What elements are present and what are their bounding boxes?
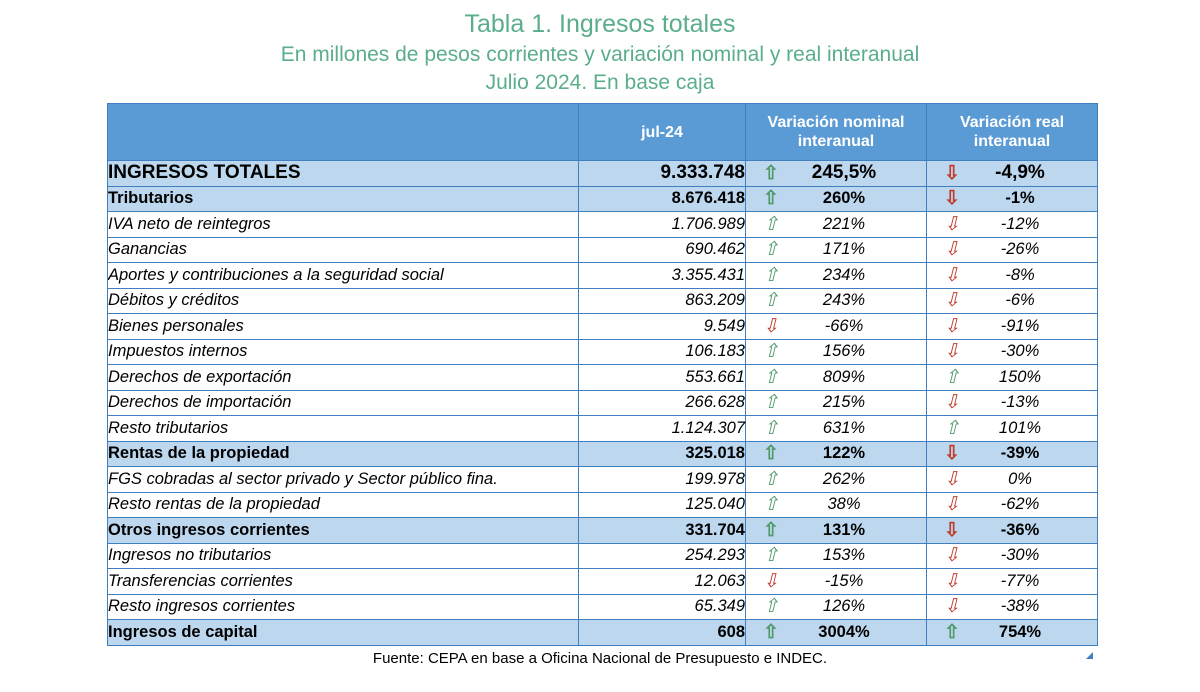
row-real-variation — [927, 186, 1098, 212]
arrow-down-icon: ⇩ — [944, 519, 960, 541]
row-real-variation — [927, 288, 1098, 314]
arrow-up-icon: ⇧ — [944, 621, 960, 643]
row-value: 325.018 — [579, 441, 746, 467]
table-row — [108, 543, 1098, 569]
arrow-up-icon: ⇧ — [763, 417, 779, 439]
table-row — [108, 594, 1098, 620]
row-real-value: -39% — [1000, 444, 1040, 463]
row-real-value: 150% — [998, 367, 1042, 386]
table-row — [108, 441, 1098, 467]
row-real-variation — [927, 212, 1098, 238]
row-label: INGRESOS TOTALES — [108, 161, 579, 187]
row-nominal-value: 215% — [822, 393, 866, 412]
row-real-variation — [927, 339, 1098, 365]
row-label: Resto rentas de la propiedad — [108, 492, 579, 518]
row-nominal-variation — [746, 620, 927, 646]
row-real-variation — [927, 314, 1098, 340]
row-real-variation — [927, 416, 1098, 442]
arrow-down-icon: ⇩ — [763, 570, 779, 592]
row-nominal-value: -66% — [824, 316, 864, 335]
row-real-value: 101% — [998, 418, 1042, 437]
arrow-down-icon: ⇩ — [944, 545, 960, 567]
table-row — [108, 161, 1098, 187]
row-real-value: 754% — [998, 622, 1042, 641]
arrow-down-icon: ⇩ — [944, 162, 960, 184]
row-real-variation — [927, 237, 1098, 263]
table-row — [108, 186, 1098, 212]
row-nominal-variation — [746, 314, 927, 340]
row-label: Impuestos internos — [108, 339, 579, 365]
arrow-down-icon: ⇩ — [944, 239, 960, 261]
row-label: Resto tributarios — [108, 416, 579, 442]
row-nominal-value: 122% — [822, 444, 866, 463]
arrow-down-icon: ⇩ — [944, 468, 960, 490]
arrow-down-icon: ⇩ — [763, 315, 779, 337]
arrow-up-icon: ⇧ — [763, 239, 779, 261]
page-subtitle-1: En millones de pesos corrientes y variación nominal y real interanual — [280, 43, 920, 66]
row-real-variation — [927, 543, 1098, 569]
row-value: 9.333.748 — [579, 161, 746, 187]
row-label: Transferencias corrientes — [108, 569, 579, 595]
table-row — [108, 569, 1098, 595]
row-real-value: -91% — [1000, 316, 1040, 335]
table-row — [108, 518, 1098, 544]
table-row — [108, 416, 1098, 442]
row-real-variation — [927, 492, 1098, 518]
table-row — [108, 492, 1098, 518]
row-nominal-variation — [746, 390, 927, 416]
row-label: Ingresos de capital — [108, 620, 579, 646]
row-nominal-value: 171% — [822, 240, 866, 259]
row-label: Tributarios — [108, 186, 579, 212]
row-nominal-value: 260% — [822, 189, 866, 208]
row-real-variation — [927, 569, 1098, 595]
row-value: 125.040 — [579, 492, 746, 518]
row-label: Derechos de importación — [108, 390, 579, 416]
arrow-up-icon: ⇧ — [944, 366, 960, 388]
table-row — [108, 288, 1098, 314]
row-value: 553.661 — [579, 365, 746, 391]
row-real-value: 0% — [1008, 469, 1032, 488]
row-label: Débitos y créditos — [108, 288, 579, 314]
row-real-value: -36% — [1000, 520, 1040, 539]
row-real-variation — [927, 441, 1098, 467]
table-row — [108, 390, 1098, 416]
arrow-up-icon: ⇧ — [763, 596, 779, 618]
row-label: IVA neto de reintegros — [108, 212, 579, 238]
row-real-value: -38% — [1000, 597, 1040, 616]
row-real-variation — [927, 518, 1098, 544]
column-header-real: Variación real interanual — [927, 104, 1098, 161]
row-nominal-value: 153% — [822, 546, 866, 565]
row-value: 199.978 — [579, 467, 746, 493]
row-nominal-variation — [746, 288, 927, 314]
arrow-up-icon: ⇧ — [763, 290, 779, 312]
row-nominal-value: 631% — [822, 418, 866, 437]
row-nominal-variation — [746, 237, 927, 263]
column-header-concept — [108, 104, 579, 161]
row-label: Rentas de la propiedad — [108, 441, 579, 467]
row-label: Ganancias — [108, 237, 579, 263]
arrow-down-icon: ⇩ — [944, 341, 960, 363]
arrow-up-icon: ⇧ — [763, 213, 779, 235]
table-row — [108, 365, 1098, 391]
table-header — [108, 104, 1098, 161]
row-nominal-variation — [746, 492, 927, 518]
row-nominal-variation — [746, 161, 927, 187]
row-nominal-variation — [746, 263, 927, 289]
row-value: 8.676.418 — [579, 186, 746, 212]
arrow-down-icon: ⇩ — [944, 213, 960, 235]
arrow-up-icon: ⇧ — [763, 392, 779, 414]
row-nominal-variation — [746, 365, 927, 391]
table-row — [108, 620, 1098, 646]
row-real-value: -1% — [1005, 189, 1035, 208]
arrow-down-icon: ⇩ — [944, 290, 960, 312]
row-value: 3.355.431 — [579, 263, 746, 289]
row-nominal-value: 3004% — [818, 622, 870, 641]
row-nominal-variation — [746, 467, 927, 493]
table-row — [108, 212, 1098, 238]
row-label: Otros ingresos corrientes — [108, 518, 579, 544]
row-nominal-variation — [746, 543, 927, 569]
row-real-value: -6% — [1005, 291, 1035, 310]
row-real-value: -77% — [1000, 571, 1040, 590]
row-label: Aportes y contribuciones a la seguridad social — [108, 263, 579, 289]
row-value: 12.063 — [579, 569, 746, 595]
arrow-down-icon: ⇩ — [944, 315, 960, 337]
row-real-value: -8% — [1005, 265, 1035, 284]
row-real-variation — [927, 594, 1098, 620]
row-nominal-value: 38% — [827, 495, 861, 514]
row-nominal-variation — [746, 416, 927, 442]
table-row — [108, 237, 1098, 263]
arrow-down-icon: ⇩ — [944, 443, 960, 465]
arrow-down-icon: ⇩ — [944, 494, 960, 516]
row-nominal-value: 243% — [822, 291, 866, 310]
row-real-variation — [927, 263, 1098, 289]
row-real-variation — [927, 365, 1098, 391]
row-nominal-value: 221% — [822, 214, 866, 233]
row-value: 65.349 — [579, 594, 746, 620]
table-row — [108, 339, 1098, 365]
row-label: Resto ingresos corrientes — [108, 594, 579, 620]
arrow-up-icon: ⇧ — [763, 468, 779, 490]
arrow-up-icon: ⇧ — [763, 162, 779, 184]
row-value: 9.549 — [579, 314, 746, 340]
row-label: Ingresos no tributarios — [108, 543, 579, 569]
row-real-variation — [927, 467, 1098, 493]
row-value: 331.704 — [579, 518, 746, 544]
arrow-up-icon: ⇧ — [763, 494, 779, 516]
row-nominal-value: 156% — [822, 342, 866, 361]
arrow-up-icon: ⇧ — [763, 621, 779, 643]
row-nominal-variation — [746, 186, 927, 212]
row-value: 608 — [579, 620, 746, 646]
row-real-variation — [927, 390, 1098, 416]
table-body — [108, 161, 1098, 646]
table-header-row — [108, 104, 1098, 161]
row-value: 106.183 — [579, 339, 746, 365]
table-row — [108, 314, 1098, 340]
row-label: FGS cobradas al sector privado y Sector público fina. — [108, 467, 579, 493]
table-row — [108, 467, 1098, 493]
arrow-up-icon: ⇧ — [763, 443, 779, 465]
row-nominal-value: -15% — [824, 571, 864, 590]
row-nominal-value: 126% — [822, 597, 866, 616]
row-nominal-value: 262% — [822, 469, 866, 488]
row-real-value: -13% — [1000, 393, 1040, 412]
row-value: 254.293 — [579, 543, 746, 569]
row-real-variation — [927, 620, 1098, 646]
row-real-value: -12% — [1000, 214, 1040, 233]
row-nominal-value: 234% — [822, 265, 866, 284]
row-nominal-variation — [746, 441, 927, 467]
row-label: Bienes personales — [108, 314, 579, 340]
arrow-down-icon: ⇩ — [944, 596, 960, 618]
arrow-up-icon: ⇧ — [763, 341, 779, 363]
row-nominal-variation — [746, 518, 927, 544]
row-real-value: -4,9% — [995, 162, 1045, 184]
arrow-down-icon: ⇩ — [944, 392, 960, 414]
row-nominal-variation — [746, 594, 927, 620]
table-row — [108, 263, 1098, 289]
row-real-value: -30% — [1000, 546, 1040, 565]
row-real-value: -30% — [1000, 342, 1040, 361]
arrow-up-icon: ⇧ — [763, 264, 779, 286]
row-value: 690.462 — [579, 237, 746, 263]
row-nominal-value: 809% — [822, 367, 866, 386]
arrow-down-icon: ⇩ — [944, 570, 960, 592]
row-nominal-value: 245,5% — [811, 162, 877, 184]
row-value: 266.628 — [579, 390, 746, 416]
row-nominal-variation — [746, 212, 927, 238]
row-value: 863.209 — [579, 288, 746, 314]
arrow-down-icon: ⇩ — [944, 264, 960, 286]
arrow-up-icon: ⇧ — [944, 417, 960, 439]
table-container — [107, 103, 1093, 646]
row-real-variation — [927, 161, 1098, 187]
page-title: Tabla 1. Ingresos totales — [464, 10, 736, 38]
row-real-value: -26% — [1000, 240, 1040, 259]
row-real-value: -62% — [1000, 495, 1040, 514]
row-value: 1.706.989 — [579, 212, 746, 238]
income-table — [107, 103, 1098, 646]
arrow-up-icon: ⇧ — [763, 545, 779, 567]
arrow-up-icon: ⇧ — [763, 366, 779, 388]
column-header-period: jul-24 — [579, 104, 746, 161]
title-block — [0, 0, 1200, 97]
arrow-down-icon: ⇩ — [944, 188, 960, 210]
table-corner-handle — [1086, 652, 1093, 659]
column-header-nominal: Variación nominal interanual — [746, 104, 927, 161]
page-subtitle-2: Julio 2024. En base caja — [485, 71, 715, 94]
row-nominal-variation — [746, 339, 927, 365]
row-nominal-value: 131% — [822, 520, 866, 539]
source-note: Fuente: CEPA en base a Oficina Nacional de Presupuesto e INDEC. — [372, 649, 828, 667]
arrow-up-icon: ⇧ — [763, 519, 779, 541]
row-value: 1.124.307 — [579, 416, 746, 442]
row-label: Derechos de exportación — [108, 365, 579, 391]
arrow-up-icon: ⇧ — [763, 188, 779, 210]
row-nominal-variation — [746, 569, 927, 595]
